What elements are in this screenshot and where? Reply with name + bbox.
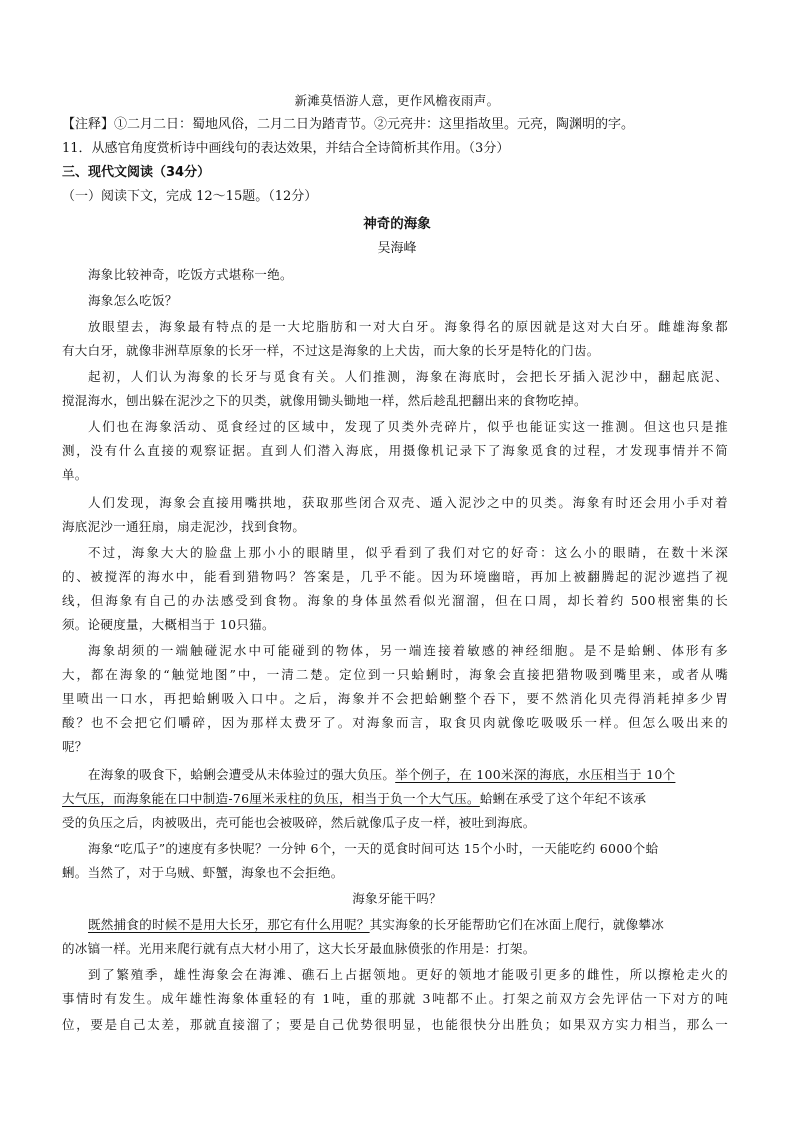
para-line: 放眼望去，海象最有特点的是一大坨脂肪和一对大白牙。海象得名的原因就是这对大白牙。雌雄海象都	[88, 319, 728, 334]
para-text: 蛤蜊在承受了这个年纪不该承	[479, 791, 647, 806]
para-line: 测，没有什么直接的观察证据。直到人们潜入海底，用摄像机记录下了海象觅食的过程，才发现事情并不简	[62, 443, 728, 458]
para-line: 须。论硬度量，大概相当于 10只猫。	[62, 617, 275, 632]
para-line: 海象胡须的一端触碰泥水中可能碰到的物体，另一端连接着敏感的神经细胞。是不是蛤蜊、体形有多	[88, 643, 728, 658]
underlined-sentence: 既然捕食的时候不是用大长牙，那它有什么用呢？	[88, 917, 370, 932]
para-line: 有大白牙，就像非洲草原象的长牙一样，不过这是海象的上犬齿，而大象的长牙是特化的门齿。	[62, 343, 600, 358]
subsection-instruction: （一）阅读下文，完成 12～15题。（12分）	[62, 189, 318, 204]
question-11: 11．从感官角度赏析诗中画线句的表达效果，并结合全诗简析其作用。（3分）	[62, 141, 510, 156]
para-line: 酸？也不会把它们嚼碎，因为那样太费牙了。对海象而言，取食贝肉就像吃吸吸乐一样。但怎么吸出来的	[62, 715, 728, 730]
annotation-note: 【注释】①二月二日：蜀地风俗，二月二日为踏青节。②元亮井：这里指故里。元亮，陶渊明的字。	[62, 117, 635, 132]
para-line: 起初，人们认为海象的长牙与觅食有关。人们推测，海象在海底时，会把长牙插入泥沙中，翻起底泥、	[88, 369, 728, 384]
para-line: 事情时有发生。成年雄性海象体重轻的有 1吨，重的那就 3吨都不止。打架之前双方会先评估一下对方的吨	[62, 991, 728, 1006]
section-title: 三、现代文阅读（34分）	[62, 165, 211, 180]
para-line: 的冰镐一样。光用来爬行就有点大材小用了，这大长牙最血脉偾张的作用是：打架。	[62, 941, 536, 956]
underlined-sentence: 举个例子，在 100米深的海底，水压相当于 10个	[395, 767, 676, 782]
para-line: 呢？	[62, 739, 88, 754]
poem-last-line: 新滩莫悟游人意，更作风檐夜雨声。	[294, 93, 500, 108]
para-line: 海象怎么吃饭？	[88, 293, 178, 308]
para-line: 到了繁殖季，雄性海象会在海滩、礁石上占据领地。更好的领地才能吸引更多的雌性，所以擦枪走火的	[88, 967, 728, 982]
para-line: 不过，海象大大的脸盘上那小小的眼睛里，似乎看到了我们对它的好奇：这么小的眼睛，在数十米深	[88, 545, 728, 560]
para-line: 人们也在海象活动、觅食经过的区域中，发现了贝类外壳碎片，似乎也能证实这一推测。但这也只是推	[88, 419, 728, 434]
para-line: 单。	[62, 467, 88, 482]
para-text: 在海象的吸食下，蛤蜊会遭受从未体验过的强大负压。	[88, 767, 396, 782]
para-line: 线，但海象有自己的办法感受到食物。海象的身体虽然看似光溜溜，但在口周，却长着约 500根密集的长	[62, 593, 728, 608]
article-title: 神奇的海象	[363, 216, 431, 232]
para-line: 受的负压之后，肉被吸出，壳可能也会被吸碎，然后就像瓜子皮一样，被吐到海底。	[62, 815, 536, 830]
article-author: 吴海峰	[377, 241, 417, 256]
underlined-sentence: 大气压，而海象能在口中制造-76厘米汞柱的负压，相当于负一个大气压。	[62, 791, 480, 806]
para-line: 里喷出一口水，再把蛤蜊吸入口中。之后，海象并不会把蛤蜊整个吞下，要不然消化贝壳得消耗掉多少胃	[62, 691, 728, 706]
para-line: 搅混海水，刨出躲在泥沙之下的贝类，就像用锄头锄地一样，然后趁乱把翻出来的食物吃掉。	[62, 393, 587, 408]
para-line: 位，要是自己太差，那就直接溜了；要是自己优势很明显，也能很快分出胜负；如果双方实力相当，那么一	[62, 1017, 728, 1032]
para-line: 蜊。当然了，对于乌贼、虾蟹，海象也不会拒绝。	[62, 865, 344, 880]
sub-heading: 海象牙能干吗？	[352, 891, 442, 906]
para-line: 的、被搅浑的海水中，能看到猎物吗？答案是，几乎不能。因为环境幽暗，再加上被翻腾起的泥沙遮挡了视	[62, 569, 728, 584]
para-text: 其实海象的长牙能帮助它们在冰面上爬行，就像攀冰	[369, 917, 665, 932]
para-line	[62, 790, 730, 808]
para-line: 海象“吃瓜子”的速度有多快呢？一分钟 6个，一天的觅食时间可达 15个小时，一天能吃约 6000个蛤	[88, 841, 659, 856]
para-line	[88, 916, 728, 934]
para-line: 大，都在海象的“触觉地图”中，一清二楚。定位到一只蛤蜊时，海象会直接把猎物吸到嘴里来，或者从嘴	[62, 667, 728, 682]
para-line	[88, 766, 728, 784]
para-line: 海底泥沙一通狂扇，扇走泥沙，找到食物。	[62, 519, 306, 534]
para-line: 人们发现，海象会直接用嘴拱地，获取那些闭合双壳、遁入泥沙之中的贝类。海象有时还会用小手对着	[88, 495, 728, 510]
para-line: 海象比较神奇，吃饭方式堪称一绝。	[88, 267, 293, 282]
